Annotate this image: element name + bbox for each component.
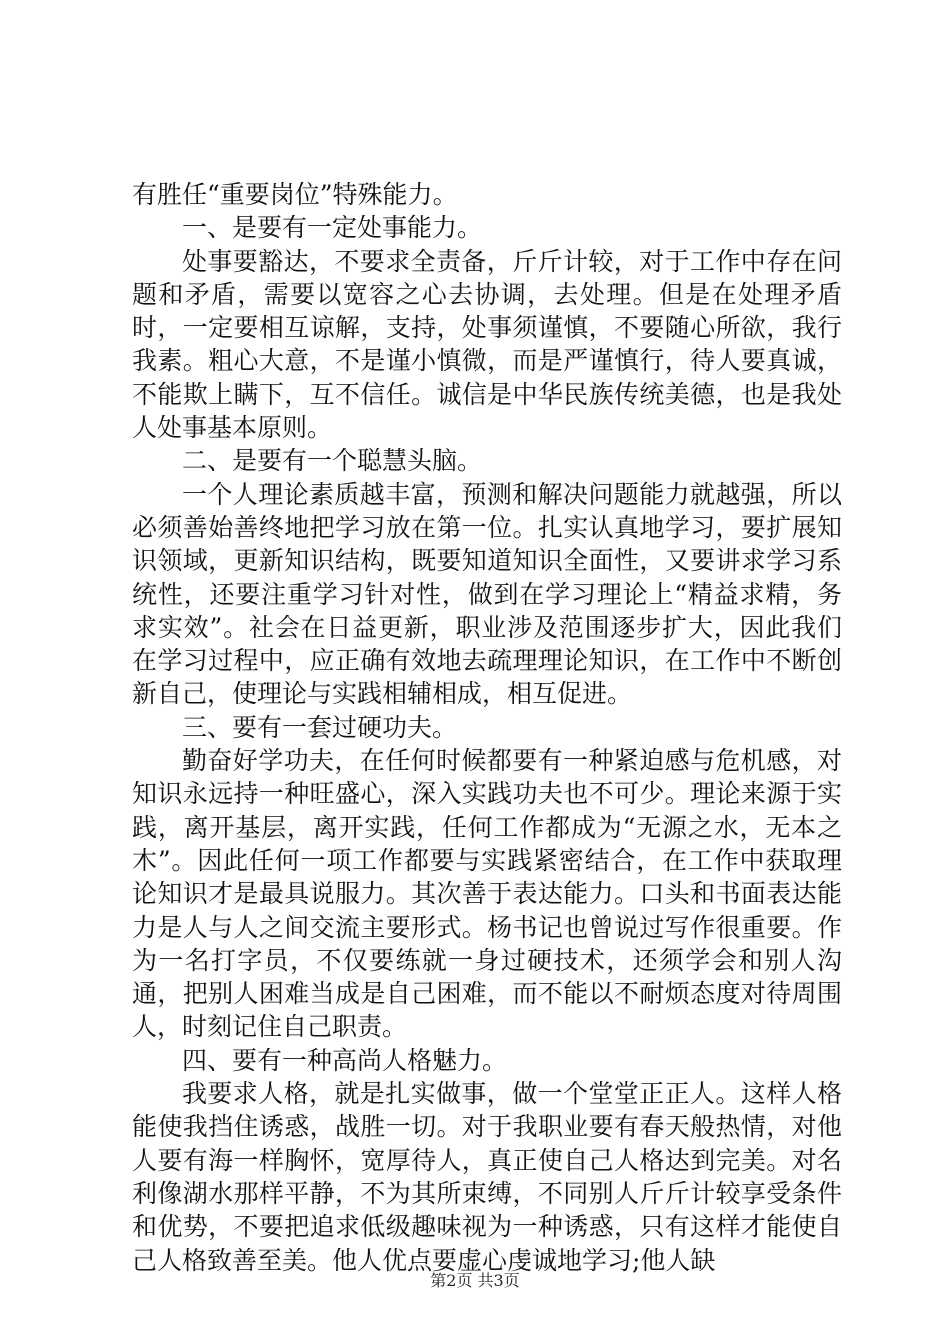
paragraph: 我要求人格，就是扎实做事，做一个堂堂正正人。这样人格能使我挡住诱惑，战胜一切。对于我职业要有春天般热情，对他人要有海一样胸怀，宽厚待人，真正使自己人格达到完美。对名利像湖水那样平静，不为其所束缚，不同别人斤斤计较享受条件和优势，不要把追求低级趣味视为一种诱惑，只有这样才能使自己人格致善至美。他人优点要虚心虔诚地学习;他人缺 — [132, 1079, 842, 1275]
document-body — [132, 178, 842, 1277]
paragraph: 勤奋好学功夫，在任何时候都要有一种紧迫感与危机感，对知识永远持一种旺盛心，深入实践功夫也不可少。理论来源于实践，离开基层，离开实践，任何工作都成为“无源之水，无本之木”。因此任何一项工作都要与实践紧密结合，在工作中获取理论知识才是最具说服力。其次善于表达能力。口头和书面表达能力是人与人之间交流主要形式。杨书记也曾说过写作很重要。作为一名打字员，不仅要练就一身过硬技术，还须学会和别人沟通，把别人困难当成是自己困难，而不能以不耐烦态度对待周围人，时刻记住自己职责。 — [132, 746, 842, 1042]
section-heading-1: 一、是要有一定处事能力。 — [182, 213, 483, 243]
section-heading-2: 二、是要有一个聪慧头脑。 — [182, 446, 483, 476]
paragraph: 处事要豁达，不要求全责备，斤斤计较，对于工作中存在问题和矛盾，需要以宽容之心去协调，去处理。但是在处理矛盾时，一定要相互谅解，支持，处事须谨慎，不要随心所欲，我行我素。粗心大意，不是谨小慎微，而是严谨慎行，待人要真诚，不能欺上瞒下，互不信任。诚信是中华民族传统美德，也是我处人处事基本原则。 — [132, 246, 842, 443]
section-heading-4: 四、要有一种高尚人格魅力。 — [182, 1045, 508, 1075]
page-number-footer: 第2页 共3页 — [430, 1271, 520, 1290]
paragraph-continuation: 有胜任“重要岗位”特殊能力。 — [132, 180, 458, 209]
section-heading-3: 三、要有一套过硬功夫。 — [182, 712, 458, 742]
paragraph: 一个人理论素质越丰富，预测和解决问题能力就越强，所以必须善始善终地把学习放在第一位。扎实认真地学习，要扩展知识领域，更新知识结构，既要知道知识全面性，又要讲求学习系统性，还要注重学习针对性，做到在学习理论上“精益求精，务求实效”。社会在日益更新，职业涉及范围逐步扩大，因此我们在学习过程中，应正确有效地去疏理理论知识，在工作中不断创新自己，使理论与实践相辅相成，相互促进。 — [132, 479, 842, 709]
